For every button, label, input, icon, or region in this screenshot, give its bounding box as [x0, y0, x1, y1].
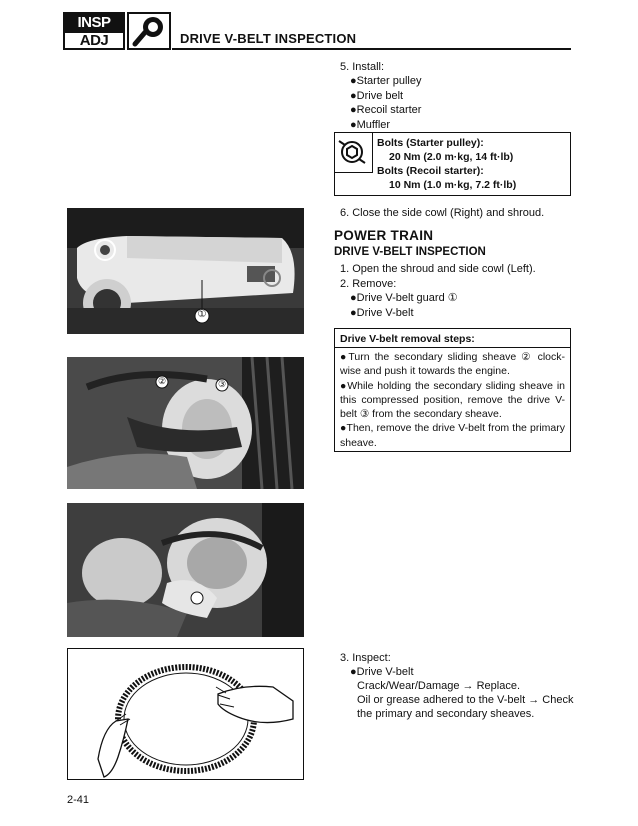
step3-line1: Crack/Wear/Damage → Replace. — [357, 680, 521, 692]
step2-list — [350, 291, 458, 320]
removal-step-2: ●While holding the secondary sliding sheave in this compressed position, remove the drive V-belt ③ from the secondary sheave. — [340, 379, 565, 421]
list-item: ●Muffler — [350, 118, 391, 131]
step5-title: 5. Install: — [340, 61, 385, 73]
callout-3: ③ — [217, 379, 227, 389]
list-item: ●Starter pulley — [350, 75, 422, 87]
torque-value-1: 20 Nm (2.0 m·kg, 14 ft·lb) — [389, 151, 514, 163]
step2-title: 2. Remove: — [340, 278, 397, 290]
removal-step-3: ●Then, remove the drive V-belt from the primary sheave. — [340, 422, 565, 449]
wrench-gauge-icon — [127, 12, 171, 50]
torque-wrench-icon — [335, 133, 373, 173]
illustration-belt-inspection — [67, 648, 304, 780]
list-item: ●Drive V-belt — [350, 306, 414, 319]
photo-belt-removal — [67, 503, 304, 637]
page-number: 2-41 — [67, 794, 90, 806]
step3-item: ●Drive V-belt — [350, 666, 414, 678]
callout-1: ① — [197, 309, 207, 320]
badge-top-label: INSP — [65, 14, 123, 31]
torque-label-2: Bolts (Recoil starter): — [377, 165, 484, 177]
photo-secondary-sheave — [67, 357, 304, 489]
step1-text: 1. Open the shroud and side cowl (Left). — [340, 263, 536, 275]
photo-belt-guard — [67, 208, 304, 334]
step3-title: 3. Inspect: — [340, 652, 391, 664]
page-title: DRIVE V-BELT INSPECTION — [180, 31, 357, 46]
badge-bottom-label: ADJ — [65, 31, 123, 48]
step6-text: 6. Close the side cowl (Right) and shroud. — [340, 207, 545, 219]
list-item: ●Recoil starter — [350, 104, 422, 116]
torque-value-2: 10 Nm (1.0 m·kg, 7.2 ft·lb) — [389, 179, 517, 191]
section-title: POWER TRAIN — [334, 228, 434, 243]
step3-line3: the primary and secondary sheaves. — [357, 708, 535, 720]
removal-heading: Drive V-belt removal steps: — [335, 332, 570, 348]
callout-2: ② — [157, 376, 167, 386]
list-item: ●Drive V-belt guard ① — [350, 292, 458, 304]
insp-adj-badge — [63, 12, 125, 50]
step3-line2: Oil or grease adhered to the V-belt → Check — [357, 694, 574, 706]
torque-spec-box — [334, 132, 571, 196]
header-rule — [172, 48, 571, 50]
torque-label-1: Bolts (Starter pulley): — [377, 137, 484, 149]
list-item: ●Drive belt — [350, 89, 404, 102]
subsection-title: DRIVE V-BELT INSPECTION — [334, 246, 486, 258]
step5-list — [350, 74, 421, 132]
removal-step-1: ●Turn the secondary sliding sheave ② clock-wise and push it towards the engine. — [340, 351, 565, 378]
removal-steps-box — [334, 328, 571, 452]
